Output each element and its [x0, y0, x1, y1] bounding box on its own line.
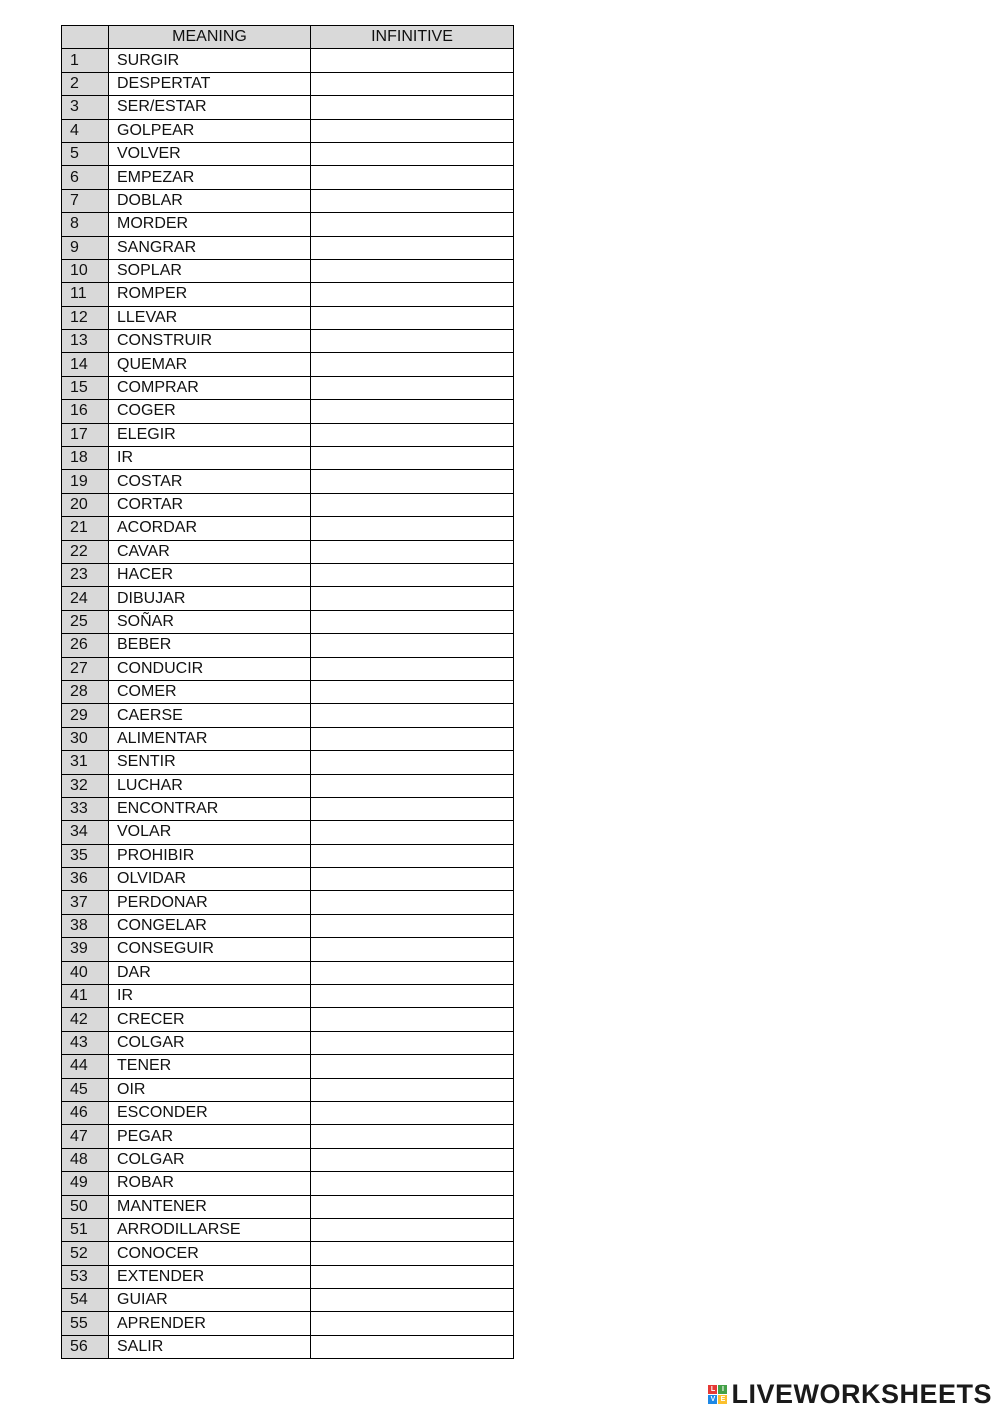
- table-row: [62, 189, 514, 212]
- meaning-cell: VOLAR: [109, 821, 311, 844]
- infinitive-answer-cell[interactable]: [311, 610, 514, 633]
- table-row: [62, 891, 514, 914]
- infinitive-answer-cell[interactable]: [311, 563, 514, 586]
- meaning-cell: CORTAR: [109, 493, 311, 516]
- row-number: 32: [62, 774, 109, 797]
- infinitive-answer-cell[interactable]: [311, 844, 514, 867]
- row-number: 16: [62, 400, 109, 423]
- meaning-cell: SER/ESTAR: [109, 96, 311, 119]
- table-row: [62, 423, 514, 446]
- meaning-cell: CAVAR: [109, 540, 311, 563]
- table-row: [62, 704, 514, 727]
- infinitive-answer-cell[interactable]: [311, 1031, 514, 1054]
- infinitive-answer-cell[interactable]: [311, 189, 514, 212]
- infinitive-answer-cell[interactable]: [311, 96, 514, 119]
- meaning-cell: DOBLAR: [109, 189, 311, 212]
- meaning-cell: COMPRAR: [109, 376, 311, 399]
- row-number: 41: [62, 985, 109, 1008]
- row-number: 2: [62, 72, 109, 95]
- table-row: [62, 680, 514, 703]
- infinitive-answer-cell[interactable]: [311, 914, 514, 937]
- row-number: 3: [62, 96, 109, 119]
- row-number: 51: [62, 1218, 109, 1241]
- infinitive-answer-cell[interactable]: [311, 1242, 514, 1265]
- table-row: [62, 540, 514, 563]
- header-meaning: MEANING: [109, 26, 311, 49]
- row-number: 42: [62, 1008, 109, 1031]
- infinitive-answer-cell[interactable]: [311, 704, 514, 727]
- infinitive-answer-cell[interactable]: [311, 423, 514, 446]
- meaning-cell: PERDONAR: [109, 891, 311, 914]
- table-row: [62, 142, 514, 165]
- table-row: [62, 1172, 514, 1195]
- meaning-cell: DIBUJAR: [109, 587, 311, 610]
- meaning-cell: COMER: [109, 680, 311, 703]
- row-number: 8: [62, 213, 109, 236]
- table-row: [62, 306, 514, 329]
- infinitive-answer-cell[interactable]: [311, 797, 514, 820]
- row-number: 36: [62, 868, 109, 891]
- table-row: [62, 1312, 514, 1335]
- table-row: [62, 72, 514, 95]
- infinitive-answer-cell[interactable]: [311, 1195, 514, 1218]
- table-row: [62, 774, 514, 797]
- logo-mark-icon: [708, 1385, 727, 1404]
- table-row: [62, 493, 514, 516]
- row-number: 40: [62, 961, 109, 984]
- table-row: [62, 330, 514, 353]
- infinitive-answer-cell[interactable]: [311, 447, 514, 470]
- row-number: 1: [62, 49, 109, 72]
- infinitive-answer-cell[interactable]: [311, 330, 514, 353]
- row-number: 52: [62, 1242, 109, 1265]
- infinitive-answer-cell[interactable]: [311, 470, 514, 493]
- row-number: 29: [62, 704, 109, 727]
- infinitive-answer-cell[interactable]: [311, 119, 514, 142]
- infinitive-answer-cell[interactable]: [311, 1148, 514, 1171]
- meaning-cell: SOPLAR: [109, 259, 311, 282]
- meaning-cell: CAERSE: [109, 704, 311, 727]
- table-row: [62, 1289, 514, 1312]
- infinitive-answer-cell[interactable]: [311, 213, 514, 236]
- row-number: 31: [62, 751, 109, 774]
- table-row: [62, 1008, 514, 1031]
- infinitive-answer-cell[interactable]: [311, 751, 514, 774]
- row-number: 49: [62, 1172, 109, 1195]
- table-row: [62, 447, 514, 470]
- logo-mark-letter: L: [708, 1385, 717, 1394]
- table-row: [62, 657, 514, 680]
- infinitive-answer-cell[interactable]: [311, 938, 514, 961]
- table-row: [62, 353, 514, 376]
- row-number: 10: [62, 259, 109, 282]
- infinitive-answer-cell[interactable]: [311, 306, 514, 329]
- infinitive-answer-cell[interactable]: [311, 587, 514, 610]
- infinitive-answer-cell[interactable]: [311, 774, 514, 797]
- infinitive-answer-cell[interactable]: [311, 1125, 514, 1148]
- meaning-cell: APRENDER: [109, 1312, 311, 1335]
- table-row: [62, 868, 514, 891]
- infinitive-answer-cell[interactable]: [311, 376, 514, 399]
- table-row: [62, 236, 514, 259]
- table-row: [62, 587, 514, 610]
- table-row: [62, 1148, 514, 1171]
- table-row: [62, 1031, 514, 1054]
- meaning-cell: EXTENDER: [109, 1265, 311, 1288]
- meaning-cell: VOLVER: [109, 142, 311, 165]
- table-row: [62, 213, 514, 236]
- table-row: [62, 914, 514, 937]
- meaning-cell: SALIR: [109, 1335, 311, 1358]
- row-number: 47: [62, 1125, 109, 1148]
- table-row: [62, 1055, 514, 1078]
- row-number: 35: [62, 844, 109, 867]
- infinitive-answer-cell[interactable]: [311, 142, 514, 165]
- row-number: 50: [62, 1195, 109, 1218]
- row-number: 45: [62, 1078, 109, 1101]
- meaning-cell: CONSEGUIR: [109, 938, 311, 961]
- row-number: 56: [62, 1335, 109, 1358]
- meaning-cell: MORDER: [109, 213, 311, 236]
- table-row: [62, 1242, 514, 1265]
- meaning-cell: DESPERTAT: [109, 72, 311, 95]
- row-number: 22: [62, 540, 109, 563]
- infinitive-answer-cell[interactable]: [311, 1335, 514, 1358]
- table-row: [62, 49, 514, 72]
- table-row: [62, 119, 514, 142]
- table-row: [62, 470, 514, 493]
- infinitive-answer-cell[interactable]: [311, 657, 514, 680]
- infinitive-answer-cell[interactable]: [311, 634, 514, 657]
- table-row: [62, 283, 514, 306]
- meaning-cell: COSTAR: [109, 470, 311, 493]
- infinitive-answer-cell[interactable]: [311, 821, 514, 844]
- meaning-cell: ROMPER: [109, 283, 311, 306]
- infinitive-answer-cell[interactable]: [311, 1101, 514, 1124]
- table-row: [62, 517, 514, 540]
- meaning-cell: SANGRAR: [109, 236, 311, 259]
- infinitive-answer-cell[interactable]: [311, 985, 514, 1008]
- row-number: 19: [62, 470, 109, 493]
- row-number: 46: [62, 1101, 109, 1124]
- row-number: 7: [62, 189, 109, 212]
- meaning-cell: ESCONDER: [109, 1101, 311, 1124]
- meaning-cell: TENER: [109, 1055, 311, 1078]
- row-number: 24: [62, 587, 109, 610]
- infinitive-answer-cell[interactable]: [311, 283, 514, 306]
- table-row: [62, 938, 514, 961]
- row-number: 6: [62, 166, 109, 189]
- row-number: 53: [62, 1265, 109, 1288]
- meaning-cell: ROBAR: [109, 1172, 311, 1195]
- row-number: 17: [62, 423, 109, 446]
- meaning-cell: ELEGIR: [109, 423, 311, 446]
- row-number: 5: [62, 142, 109, 165]
- meaning-cell: CONDUCIR: [109, 657, 311, 680]
- table-row: [62, 961, 514, 984]
- liveworksheets-logo: [708, 1378, 992, 1410]
- row-number: 26: [62, 634, 109, 657]
- table-row: [62, 259, 514, 282]
- infinitive-answer-cell[interactable]: [311, 1055, 514, 1078]
- table-row: [62, 1125, 514, 1148]
- infinitive-answer-cell[interactable]: [311, 1218, 514, 1241]
- meaning-cell: SURGIR: [109, 49, 311, 72]
- meaning-cell: CONGELAR: [109, 914, 311, 937]
- infinitive-answer-cell[interactable]: [311, 236, 514, 259]
- row-number: 23: [62, 563, 109, 586]
- row-number: 34: [62, 821, 109, 844]
- row-number: 21: [62, 517, 109, 540]
- meaning-cell: PROHIBIR: [109, 844, 311, 867]
- infinitive-answer-cell[interactable]: [311, 961, 514, 984]
- infinitive-answer-cell[interactable]: [311, 400, 514, 423]
- table-row: [62, 1101, 514, 1124]
- infinitive-answer-cell[interactable]: [311, 353, 514, 376]
- meaning-cell: ACORDAR: [109, 517, 311, 540]
- row-number: 15: [62, 376, 109, 399]
- meaning-cell: EMPEZAR: [109, 166, 311, 189]
- infinitive-answer-cell[interactable]: [311, 891, 514, 914]
- meaning-cell: COGER: [109, 400, 311, 423]
- logo-mark-letter: E: [718, 1395, 727, 1404]
- table-row: [62, 96, 514, 119]
- table-row: [62, 1218, 514, 1241]
- row-number: 18: [62, 447, 109, 470]
- infinitive-answer-cell[interactable]: [311, 1312, 514, 1335]
- table-row: [62, 610, 514, 633]
- meaning-cell: PEGAR: [109, 1125, 311, 1148]
- row-number: 4: [62, 119, 109, 142]
- table-row: [62, 844, 514, 867]
- row-number: 28: [62, 680, 109, 703]
- row-number: 11: [62, 283, 109, 306]
- table-row: [62, 634, 514, 657]
- meaning-cell: CONOCER: [109, 1242, 311, 1265]
- row-number: 48: [62, 1148, 109, 1171]
- infinitive-answer-cell[interactable]: [311, 72, 514, 95]
- meaning-cell: SOÑAR: [109, 610, 311, 633]
- infinitive-answer-cell[interactable]: [311, 1172, 514, 1195]
- meaning-cell: DAR: [109, 961, 311, 984]
- infinitive-answer-cell[interactable]: [311, 493, 514, 516]
- infinitive-answer-cell[interactable]: [311, 1078, 514, 1101]
- row-number: 38: [62, 914, 109, 937]
- meaning-cell: IR: [109, 985, 311, 1008]
- infinitive-answer-cell[interactable]: [311, 49, 514, 72]
- meaning-cell: SENTIR: [109, 751, 311, 774]
- row-number: 33: [62, 797, 109, 820]
- infinitive-answer-cell[interactable]: [311, 868, 514, 891]
- table-row: [62, 1195, 514, 1218]
- vocabulary-table: [61, 25, 514, 1359]
- table-row: [62, 1265, 514, 1288]
- row-number: 20: [62, 493, 109, 516]
- meaning-cell: IR: [109, 447, 311, 470]
- meaning-cell: ALIMENTAR: [109, 727, 311, 750]
- table-row: [62, 563, 514, 586]
- row-number: 12: [62, 306, 109, 329]
- meaning-cell: BEBER: [109, 634, 311, 657]
- infinitive-answer-cell[interactable]: [311, 680, 514, 703]
- row-number: 43: [62, 1031, 109, 1054]
- meaning-cell: OLVIDAR: [109, 868, 311, 891]
- row-number: 55: [62, 1312, 109, 1335]
- infinitive-answer-cell[interactable]: [311, 1008, 514, 1031]
- meaning-cell: QUEMAR: [109, 353, 311, 376]
- row-number: 54: [62, 1289, 109, 1312]
- row-number: 30: [62, 727, 109, 750]
- meaning-cell: ENCONTRAR: [109, 797, 311, 820]
- row-number: 37: [62, 891, 109, 914]
- meaning-cell: MANTENER: [109, 1195, 311, 1218]
- infinitive-answer-cell[interactable]: [311, 540, 514, 563]
- meaning-cell: GUIAR: [109, 1289, 311, 1312]
- infinitive-answer-cell[interactable]: [311, 517, 514, 540]
- header-row: [62, 26, 514, 49]
- meaning-cell: COLGAR: [109, 1148, 311, 1171]
- meaning-cell: HACER: [109, 563, 311, 586]
- row-number: 27: [62, 657, 109, 680]
- row-number: 39: [62, 938, 109, 961]
- meaning-cell: CONSTRUIR: [109, 330, 311, 353]
- table-row: [62, 727, 514, 750]
- table-row: [62, 166, 514, 189]
- logo-text: LIVEWORKSHEETS: [731, 1378, 992, 1409]
- table-row: [62, 400, 514, 423]
- infinitive-answer-cell[interactable]: [311, 1289, 514, 1312]
- meaning-cell: LUCHAR: [109, 774, 311, 797]
- infinitive-answer-cell[interactable]: [311, 1265, 514, 1288]
- table-row: [62, 751, 514, 774]
- table-row: [62, 1078, 514, 1101]
- table-row: [62, 821, 514, 844]
- table-row: [62, 985, 514, 1008]
- meaning-cell: OIR: [109, 1078, 311, 1101]
- table-row: [62, 797, 514, 820]
- header-number: [62, 26, 109, 49]
- table-row: [62, 376, 514, 399]
- meaning-cell: COLGAR: [109, 1031, 311, 1054]
- meaning-cell: LLEVAR: [109, 306, 311, 329]
- logo-mark-letter: I: [718, 1385, 727, 1394]
- row-number: 25: [62, 610, 109, 633]
- meaning-cell: GOLPEAR: [109, 119, 311, 142]
- table-row: [62, 1335, 514, 1358]
- infinitive-answer-cell[interactable]: [311, 259, 514, 282]
- row-number: 9: [62, 236, 109, 259]
- header-infinitive: INFINITIVE: [311, 26, 514, 49]
- row-number: 44: [62, 1055, 109, 1078]
- meaning-cell: CRECER: [109, 1008, 311, 1031]
- row-number: 13: [62, 330, 109, 353]
- infinitive-answer-cell[interactable]: [311, 727, 514, 750]
- meaning-cell: ARRODILLARSE: [109, 1218, 311, 1241]
- infinitive-answer-cell[interactable]: [311, 166, 514, 189]
- logo-mark-letter: V: [708, 1395, 717, 1404]
- row-number: 14: [62, 353, 109, 376]
